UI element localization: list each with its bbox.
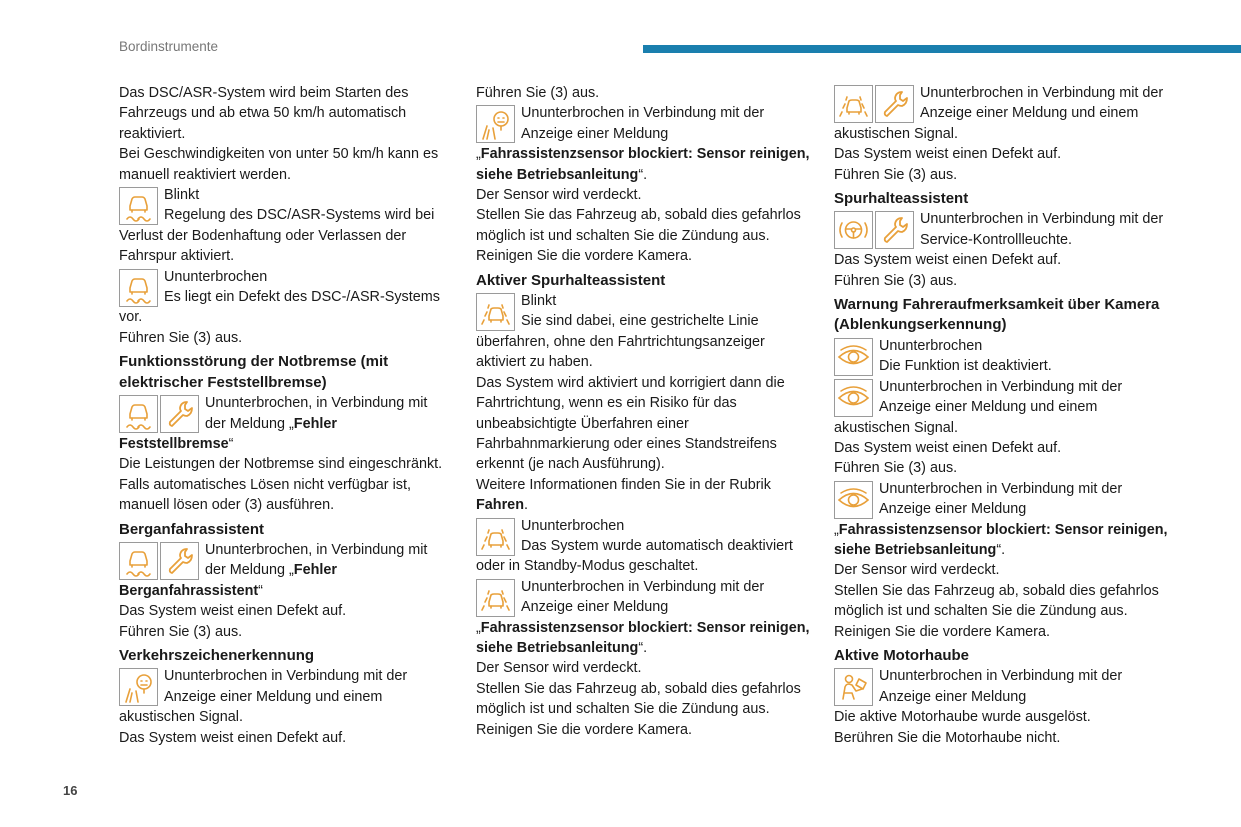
dsc-continuous-state: Ununterbrochen bbox=[164, 268, 268, 285]
traffic-sign-recognition-icon bbox=[119, 668, 158, 706]
asa-more-suffix: . bbox=[523, 497, 528, 514]
notbremse-msg-quote: “ bbox=[228, 435, 234, 452]
asa-sensor-bold: Fahrassistenzsensor blockiert: Sensor reinigen, siehe Betriebsanleitung bbox=[476, 619, 810, 656]
driver-attention-eye-icon bbox=[834, 481, 873, 519]
sensor-msg-quote: “. bbox=[638, 166, 648, 183]
section-title: Bordinstrumente bbox=[119, 39, 219, 54]
asa-clean: Reinigen Sie die vordere Kamera. bbox=[476, 721, 692, 738]
dsc-blink-description: Regelung des DSC/ASR-Systems wird bei Verlust der Bodenhaftung oder Verlassen der Fahrspur aktiviert. bbox=[119, 207, 435, 265]
page-number: 16 bbox=[63, 783, 78, 798]
active-hood-heading: Aktive Motorhaube bbox=[834, 646, 970, 664]
dsc-blink-state: Blinkt bbox=[164, 187, 200, 204]
dsc-asr-warning-icon bbox=[119, 269, 158, 307]
driver-attention-heading: Warnung Fahreraufmerksamkeit über Kamera (Ablenkungserkennung) bbox=[834, 296, 1160, 334]
asa-covered: Der Sensor wird verdeckt. bbox=[476, 660, 642, 677]
asa-stop: Stellen Sie das Fahrzeug ab, sobald dies gefahrlos möglich ist und schalten Sie die Zündung aus. bbox=[476, 680, 801, 718]
dd-defect: Das System weist einen Defekt auf. bbox=[834, 439, 1062, 456]
lane-fault-description: Ununterbrochen in Verbindung mit der Anzeige einer Meldung und einem akustischen Signal. bbox=[834, 85, 1164, 142]
active-hood-pedestrian-icon bbox=[834, 668, 873, 706]
dd-sensor-prefix: Ununterbrochen in Verbindung mit der Anzeige einer Meldung „ bbox=[834, 480, 1123, 538]
service-wrench-icon bbox=[875, 85, 914, 123]
dd-cont-description: Die Funktion ist deaktiviert. bbox=[879, 358, 1052, 375]
berg-msg-prefix: Ununterbrochen, in Verbindung mit der Meldung „ bbox=[205, 541, 428, 579]
notbremse-msg-bold: Fehler Feststellbremse bbox=[119, 415, 337, 452]
verkehrszeichen-heading: Verkehrszeichenerkennung bbox=[119, 646, 315, 664]
sha-defect: Das System weist einen Defekt auf. bbox=[834, 252, 1062, 269]
asa-blink-state: Blinkt bbox=[521, 293, 557, 310]
asa-cont-state: Ununterbrochen bbox=[521, 517, 625, 534]
aktiver-spurhalte-heading: Aktiver Spurhalteassistent bbox=[476, 271, 666, 289]
dd-sensor-bold: Fahrassistenzsensor blockiert: Sensor reinigen, siehe Betriebsanleitung bbox=[834, 521, 1168, 558]
dd-covered: Der Sensor wird verdeckt. bbox=[834, 562, 1000, 579]
sensor-covered: Der Sensor wird verdeckt. bbox=[476, 187, 642, 204]
sha-action: Führen Sie (3) aus. bbox=[834, 272, 958, 289]
column-3 bbox=[834, 83, 1174, 748]
vz-action: Führen Sie (3) aus. bbox=[476, 85, 600, 101]
driver-attention-eye-icon bbox=[834, 338, 873, 376]
sensor-clean: Reinigen Sie die vordere Kamera. bbox=[476, 248, 692, 265]
asa-more-link: Fahren bbox=[476, 497, 524, 514]
dsc-continuous-description: Es liegt ein Defekt des DSC-/ASR-Systems vor. bbox=[119, 289, 440, 326]
spurhalte-heading: Spurhalteassistent bbox=[834, 190, 969, 208]
sensor-stop: Stellen Sie das Fahrzeug ab, sobald dies gefahrlos möglich ist und schalten Sie die Zündung aus. bbox=[476, 207, 801, 244]
asa-more-prefix: Weitere Informationen finden Sie in der Rubrik bbox=[476, 476, 771, 493]
berganfahr-heading: Berganfahrassistent bbox=[119, 520, 265, 538]
berg-action: Führen Sie (3) aus. bbox=[119, 623, 243, 640]
dd-stop: Stellen Sie das Fahrzeug ab, sobald dies gefahrlos möglich ist und schalten Sie die Zündung aus. bbox=[834, 582, 1159, 620]
service-wrench-icon bbox=[160, 395, 199, 433]
sha-description: Ununterbrochen in Verbindung mit der Service-Kontrollleuchte. bbox=[920, 211, 1164, 248]
asa-cont-description: Das System wurde automatisch deaktiviert oder in Standby-Modus geschaltet. bbox=[476, 537, 793, 575]
dsc-asr-warning-icon bbox=[119, 187, 158, 225]
lane-defect: Das System weist einen Defekt auf. bbox=[834, 146, 1062, 163]
lane-keeping-icon bbox=[476, 293, 515, 331]
sensor-msg-prefix: Ununterbrochen in Verbindung mit der Anzeige einer Meldung „ bbox=[476, 105, 765, 163]
dsc-asr-warning-icon bbox=[119, 395, 158, 433]
lane-keeping-icon bbox=[476, 579, 515, 617]
lane-keeping-icon bbox=[476, 518, 515, 556]
steering-wheel-lane-icon bbox=[834, 211, 873, 249]
service-wrench-icon bbox=[160, 542, 199, 580]
column-2 bbox=[476, 83, 811, 740]
hood-touch: Berühren Sie die Motorhaube nicht. bbox=[834, 729, 1061, 746]
header-accent-bar bbox=[643, 45, 1241, 53]
notbremse-limited: Die Leistungen der Notbremse sind eingeschränkt. bbox=[119, 456, 443, 473]
traffic-sign-recognition-icon bbox=[476, 105, 515, 143]
column-1 bbox=[119, 83, 449, 748]
hood-deployed: Die aktive Motorhaube wurde ausgelöst. bbox=[834, 709, 1091, 726]
vz-description: Ununterbrochen in Verbindung mit der Anzeige einer Meldung und einem akustischen Signal. bbox=[119, 668, 408, 726]
notbremse-msg-prefix: Ununterbrochen, in Verbindung mit der Meldung „ bbox=[205, 395, 428, 432]
lane-keeping-icon bbox=[834, 85, 873, 123]
dd-sensor-quote: “. bbox=[996, 541, 1006, 558]
notbremse-heading: Funktionsstörung der Notbremse (mit elektrischer Feststellbremse) bbox=[119, 353, 389, 391]
dd-clean: Reinigen Sie die vordere Kamera. bbox=[834, 623, 1050, 640]
asa-sensor-quote: “. bbox=[638, 639, 648, 656]
lane-action: Führen Sie (3) aus. bbox=[834, 166, 958, 183]
asa-sensor-prefix: Ununterbrochen in Verbindung mit der Anzeige einer Meldung „ bbox=[476, 578, 765, 636]
driver-attention-eye-icon bbox=[834, 379, 873, 417]
notbremse-manual-release: Falls automatisches Lösen nicht verfügbar ist, manuell lösen oder (3) ausführen. bbox=[119, 476, 411, 514]
dd-cont-state: Ununterbrochen bbox=[879, 337, 983, 354]
berg-msg-bold: Fehler Berganfahrassistent bbox=[119, 562, 337, 599]
berg-msg-quote: “ bbox=[258, 582, 263, 599]
asa-correct: Das System wird aktiviert und korrigiert dann die Fahrtrichtung, wenn es ein Risiko für das unbeabsichtigte Überfahren einer Fahrbahnmarkierung oder eines Standstreifens erkennt (je nach Ausführung). bbox=[476, 374, 785, 473]
dd-msg-description: Ununterbrochen in Verbindung mit der Anzeige einer Meldung und einem akustischen Signal. bbox=[834, 378, 1123, 436]
dsc-intro-manual: Bei Geschwindigkeiten von unter 50 km/h kann es manuell reaktiviert werden. bbox=[119, 146, 439, 183]
dsc-action: Führen Sie (3) aus. bbox=[119, 329, 243, 346]
dd-action: Führen Sie (3) aus. bbox=[834, 460, 958, 477]
hood-description: Ununterbrochen in Verbindung mit der Anzeige einer Meldung bbox=[879, 668, 1123, 705]
vz-defect: Das System weist einen Defekt auf. bbox=[119, 729, 347, 746]
dsc-asr-warning-icon bbox=[119, 542, 158, 580]
berg-defect: Das System weist einen Defekt auf. bbox=[119, 603, 347, 620]
asa-blink-description: Sie sind dabei, eine gestrichelte Linie überfahren, ohne den Fahrtrichtungsanzeiger aktiviert zu haben. bbox=[476, 313, 765, 371]
sensor-msg-bold: Fahrassistenzsensor blockiert: Sensor reinigen, siehe Betriebsanleitung bbox=[476, 146, 810, 183]
service-wrench-icon bbox=[875, 211, 914, 249]
dsc-intro-reactivate: Das DSC/ASR-System wird beim Starten des Fahrzeugs und ab etwa 50 km/h automatisch reaktiviert. bbox=[119, 85, 409, 142]
